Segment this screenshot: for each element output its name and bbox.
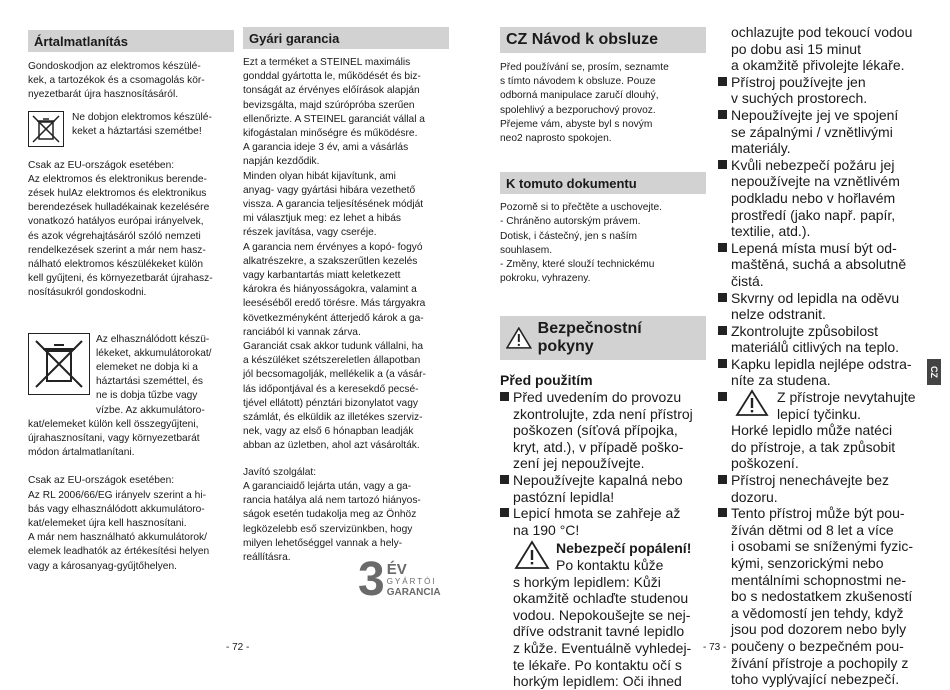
side-tab-label: CZ: [929, 366, 939, 378]
warranty-heading: Gyári garancia: [243, 27, 449, 49]
cz-intro: Před používání se, prosím, seznamte s tímto návodem k obsluze. Pouze odborná manipulace zaručí dlouhý, spolehlivý a bezporuchový provoz. Přejeme vám, abyste byl s novým neo2 naprosto spokojen.: [500, 62, 669, 145]
cz-bullet-11: [718, 472, 924, 505]
badge-word-3: GARANCIA: [386, 586, 441, 598]
safety-heading-label: Bezpečnostní pokyny: [537, 320, 642, 356]
cz-bullet-10-text: Kapku lepidla nejlépe odstra- níte za studena.: [731, 355, 912, 389]
page-number-left: - 72 -: [226, 642, 250, 653]
page-number-right: - 73 -: [703, 642, 727, 653]
cz-bullet-8: [718, 290, 924, 323]
crossed-battery-bin-icon: [28, 333, 90, 395]
cz-continuation: ochlazujte pod tekoucí vodou po dobu asi 15 minut a okamžitě přivolejte lékaře.: [731, 24, 913, 74]
warning-triangle-icon: [735, 389, 769, 417]
battery-note-rest: kat/elemeket külön kell összegyűjteni, újrahasznosítani, vagy környezetbarát módon ártalmatlanítani.: [28, 418, 200, 459]
battery-row: [28, 333, 234, 418]
cz-title: CZ Návod k obsluze: [500, 27, 706, 53]
warning-triangle-icon: [506, 327, 532, 349]
cz-bullet-1: [500, 389, 706, 472]
bullet-square-icon: [718, 326, 727, 335]
cz-safety-column: [718, 24, 924, 688]
battery-note-wrapped: Az elhasználódott készü- lékeket, akkumulátorokat/ elemeket ne dobja ki a háztartási szeméttel, és ne is dobja tűzbe vagy vízbe. Az akkumulátoro-: [96, 333, 212, 416]
service-heading: Javító szolgálat:: [243, 466, 317, 478]
cz-bullet-4-text: Přístroj používejte jen v suchých prostorech.: [731, 73, 868, 107]
badge-word-1: ÉV: [386, 560, 407, 578]
cz-bullet-4: [718, 74, 924, 107]
cz-bullet-6-text: Kvůli nebezpečí požáru jej nepoužívejte na vznětlivém podkladu nebo v hořlavém prostředí (jako např. papír, textilie, atd.).: [731, 156, 900, 240]
before-use-heading: Před použitím: [500, 372, 593, 389]
warning-triangle-icon: [514, 540, 550, 570]
cz-bullet-8-text: Skvrny od lepidla na oděvu nelze odstranit.: [731, 289, 900, 323]
cz-bullet-7-text: Lepená místa musí být od- maštěná, suchá a absolutně čistá.: [731, 239, 907, 289]
burn-title: Nebezpečí popálení!: [556, 540, 692, 557]
cz-bullet-5-text: Nepoužívejte jej ve spojení se zápalnými / vznětlivými materiály.: [731, 106, 899, 157]
crossed-bin-icon: [28, 111, 64, 147]
cz-bullet-6: [718, 157, 924, 240]
bullet-square-icon: [718, 110, 727, 119]
disposal-column: [28, 30, 234, 574]
weee-row: [28, 111, 234, 147]
bullet-square-icon: [718, 160, 727, 169]
weee-note: Ne dobjon elektromos készülé- keket a háztartási szemétbe!: [72, 111, 212, 137]
doc-heading: K tomuto dokumentu: [500, 172, 706, 194]
cz-bullet-9: [718, 323, 924, 356]
cz-bullet-3-text: Lepicí hmota se zahřeje až na 190 °C!: [513, 505, 681, 538]
warranty-column: [243, 27, 449, 565]
cz-bullet-12-text: Tento přístroj může být pou- žíván dětmi od 8 let a více i osobami se sníženými fyzic- kými, senzorickými nebo mentálními schopnostmi ne- bo s nedostatkem zkušeností a vědomostí jen tehdy, když jsou pod dozorem nebo byly poučeny o bezpečném pou- žívání přístroje a pochopily z toho vyplývající nebezpečí.: [731, 505, 914, 688]
cz-bullet-1-text: Před uvedením do provozu zkontrolujte, zda není přístroj poškozen (síťová přípojka, kryt, atd.), v případě poško- zení jej nepoužívejte.: [513, 389, 693, 472]
cz-bullet-2-text: Nepoužívejte kapalná nebo pastózní lepidla!: [513, 472, 683, 505]
doc-body: Pozorně si to přečtěte a uschovejte. - Chráněno autorským právem. Dotisk, i částečný, jen s naším souhlasem. - Změny, které slouží technickému pokroku, vyhrazeny.: [500, 202, 662, 285]
cz-intro-column: [500, 27, 706, 690]
burn-wrapped: Po kontaktu kůže: [556, 556, 664, 573]
bullet-square-icon: [718, 77, 727, 86]
cz-bullet-10: [718, 356, 924, 389]
cz-bullet-7: [718, 240, 924, 290]
cz-bullet-5: [718, 107, 924, 157]
burn-warning-row: [500, 540, 706, 573]
badge-word-2: GYÁRTÓI: [386, 576, 437, 586]
bullet-square-icon: [718, 293, 727, 302]
eu-weee-text: Csak az EU-országok esetében: Az elektromos és elektronikus berende- zések hulAz elektromos és elektronikus berendezések hulladékainak kezelésére vonatkozó hatályos európai irányelvek, és azok végrehajtásáról szóló nemzeti rendelkezések szerint a már nem hasz- nálható elektromos készülékeket külön kell gyűjteni, és környezetbarát újrahasz- nosításukról gondoskodni.: [28, 159, 213, 299]
bullet-square-icon: [500, 475, 509, 484]
bullet-square-icon: [718, 243, 727, 252]
cz-bullet-12: [718, 505, 924, 688]
bullet-square-icon: [718, 359, 727, 368]
stick-warning-row: [718, 389, 924, 422]
disposal-intro: Gondoskodjon az elektromos készülé- kek, a tartozékok és a csomagolás kör- nyezetbarát újra hasznosításáról.: [28, 61, 205, 101]
badge-number: 3: [358, 553, 385, 606]
burn-rest: s horkým lepidlem: Kůži okamžitě ochlaďte studenou vodou. Nepokoušejte se nej- dříve odstranit tavné lepidlo z kůže. Eventuálně vyhledej- te lékaře. Po kontaktu očí s horkým lepidlem: Oči ihned: [513, 573, 692, 690]
cz-bullet-2: [500, 472, 706, 505]
bullet-square-icon: [718, 508, 727, 517]
cz-bullet-3: [500, 505, 706, 538]
language-side-tab: [927, 359, 941, 385]
eu-battery-text: Csak az EU-országok esetében: Az RL 2006/66/EG irányelv szerint a hi- bás vagy elhasználódott akkumulátoro- kat/elemeket újra kell hasznosítani. A már nem használható akkumulátorok/ elemek leadhatók az értékesítési helyen vagy a károsanyag-gyűjtőhelyen.: [28, 475, 210, 572]
stick-warning-rest: Horké lepidlo může natéci do přístroje, a tak způsobit poškození.: [731, 422, 896, 472]
warranty-badge: [358, 553, 441, 606]
service-body: A garanciaidő lejárta után, vagy a ga- rancia hatálya alá nem tartozó hiányos- ságok esetén tudakolja meg az Önhöz legközelebb eső szervizünkben, hogy milyen lehetőséggel vannak a hely- reállításra.: [243, 480, 421, 563]
bullet-square-icon: [718, 392, 727, 401]
cz-bullet-9-text: Zkontrolujte způsobilost materiálů citlivých na teplo.: [731, 322, 900, 356]
cz-bullet-11-text: Přístroj nenechávejte bez dozoru.: [731, 472, 889, 505]
warranty-body: Ezt a terméket a STEINEL maximális gonddal gyártotta le, működését és biz- tonságát az érvényes előírások alapján bevizsgálta, majd szúrópróba szerűen ellenőrizte. A STEINEL garanciát vállal a kifogástalan minőségre és működésre. A garancia ideje 3 év, ami a vásárlás napján kezdődik. Minden olyan hibát kijavítunk, ami anyag- vagy gyártási hibára vezethető vissza. A garancia teljesítésének módját mi választjuk meg: ez lehet a hibás részek javítása, vagy cseréje. A garancia nem érvényes a kopó- fogyó alkatrészekre, a szakszerűtlen kezelés vagy karbantartás miatt keletkezett károkra és hiányosságokra, valamint a leeséséből eredő törésre. Más tárgyakra következményként átterjedő károk a ga- ranciából ki vannak zárva. Garanciát csak akkor tudunk vállalni, ha a készüléket szétszereletlen állapotban jól becsomagolják, mellékelik a (a vásár- lás időpontjával és a keresekdő pecsé- tjével ellátott) pénztári bizonylatot vagy számlát, és elküldik az illetékes szerviz- nek, vagy az első 6 hónapban leadják abban az üzletben, ahol azt vásárolták.: [243, 57, 426, 452]
bullet-square-icon: [500, 392, 509, 401]
stick-warning-wrapped: Z přístroje nevytahujte lepicí tyčinku.: [777, 389, 916, 422]
bullet-square-icon: [500, 508, 509, 517]
bullet-square-icon: [718, 475, 727, 484]
safety-heading: [500, 316, 706, 360]
disposal-heading: Ártalmatlanítás: [28, 30, 234, 52]
